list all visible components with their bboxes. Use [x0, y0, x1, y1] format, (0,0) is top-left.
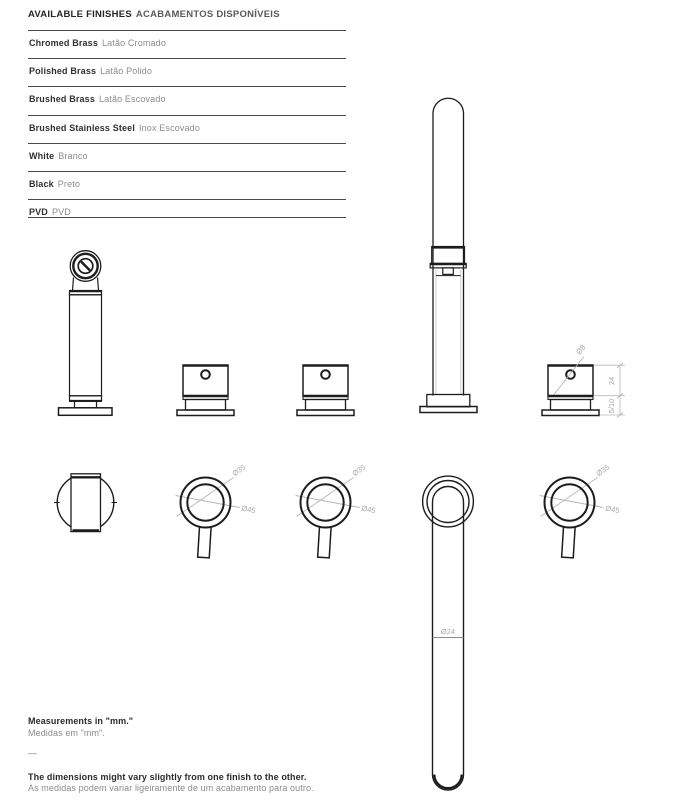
- finish-name-en: Brushed Brass: [29, 94, 95, 105]
- drawing-handle-side-view-1: [177, 365, 234, 416]
- measurements-note-pt: Medidas em "mm".: [28, 727, 106, 738]
- finishes-title-en: AVAILABLE FINISHES: [28, 9, 132, 20]
- drawing-handle-side-view-2: [297, 365, 354, 416]
- dim-label-spout-tube-diameter: Ø24: [440, 627, 456, 636]
- dim-label-handle-outer-diameter: Ø45: [360, 503, 377, 516]
- drawing-mixer-top-view: [54, 474, 117, 532]
- finish-name-pt: Latão Cromado: [101, 38, 166, 48]
- finish-name-en: Black: [29, 178, 54, 189]
- finish-name-en: PVD: [29, 207, 48, 218]
- finish-name-pt: PVD: [51, 207, 71, 218]
- finish-name-pt: Latão Polido: [100, 66, 152, 77]
- finishes-title-pt: ACABAMENTOS DISPONÍVEIS: [135, 9, 280, 20]
- finish-name-en: White: [29, 150, 55, 161]
- dim-label-knob-base-heights: 5/10: [607, 398, 616, 414]
- drawing-spout-side-view: [420, 98, 477, 412]
- variance-note-en: The dimensions might vary slightly from one finish to the other.: [28, 771, 307, 782]
- drawing-handle-top-view-1: [176, 463, 257, 558]
- dim-label-handle-inner-diameter: Ø35: [350, 462, 368, 479]
- finish-name-pt: Latão Escovado: [98, 94, 166, 105]
- screw-slot-icon: [81, 262, 90, 271]
- dim-label-knob-body-height: 24: [607, 376, 616, 386]
- finish-name-en: Polished Brass: [29, 66, 97, 77]
- drawing-mixer-side-view: [59, 251, 113, 416]
- measurements-note-en: Measurements in "mm.": [28, 716, 134, 726]
- finish-name-en: Brushed Stainless Steel: [29, 122, 135, 133]
- variance-note-pt: As medidas podem variar ligeiramente de um acabamento para outro.: [28, 783, 314, 793]
- drawing-handle-top-view-2: [296, 463, 377, 558]
- dim-label-handle-outer-diameter: Ø45: [240, 503, 257, 516]
- finish-name-en: Chromed Brass: [29, 38, 98, 48]
- finish-name-pt: Preto: [57, 178, 81, 189]
- dim-label-handle-inner-diameter: Ø35: [594, 462, 612, 479]
- drawing-handle-top-view-3: [540, 463, 621, 558]
- finish-name-pt: Branco: [58, 150, 88, 161]
- dim-label-handle-outer-diameter: Ø45: [604, 503, 621, 516]
- footer-notes: [28, 716, 448, 795]
- handle-side-dimension-annotations: [554, 343, 625, 418]
- drawing-handle-side-view-3: [542, 365, 599, 416]
- footer-separator: —: [28, 748, 38, 758]
- finish-name-pt: Inox Escovado: [139, 122, 200, 133]
- dim-label-handle-inner-diameter: Ø35: [230, 462, 248, 479]
- dim-label-knob-screw-diameter: Ø8: [574, 342, 588, 357]
